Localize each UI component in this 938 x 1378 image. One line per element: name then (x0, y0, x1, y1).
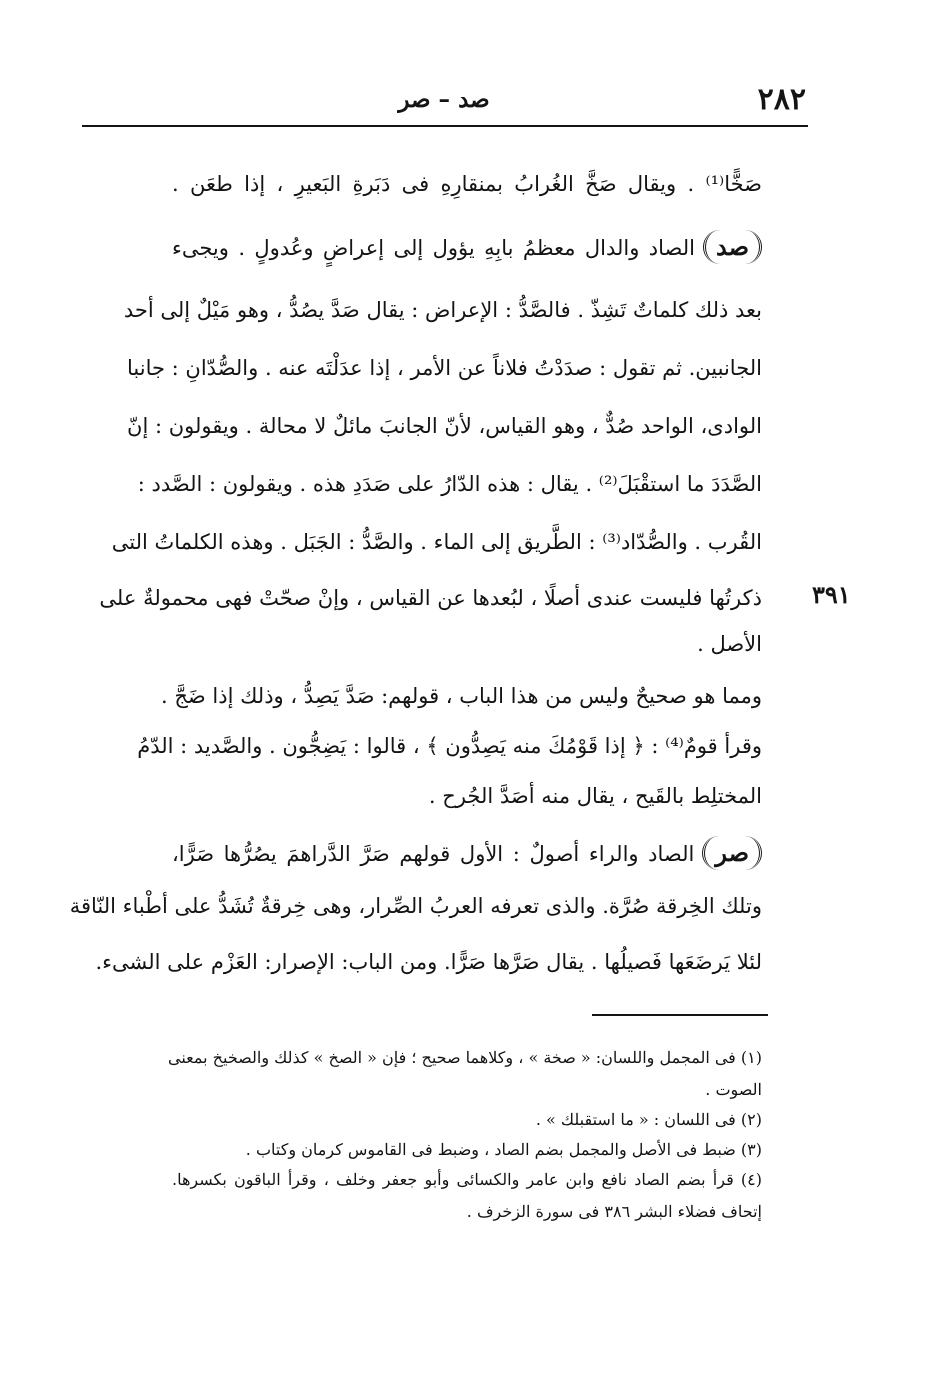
text-line-2: الصاد والدال معظمُ بابِهِ يؤول إلى إعراضٍ وعُدولٍ . ويجىء (172, 236, 696, 260)
footnote-3: (٣) ضبط فى الأصل والمجمل بضم الصاد ، وضبط فى القاموس كرمان وكتاب . (245, 1140, 762, 1159)
text-line-6: الصَّدَدَ ما استقْبَلَ⁽²⁾ . يقال : هذه الدّارُ على صَدَدِ هذه . ويقولون : الصَّدد : (137, 472, 762, 496)
header-rule (82, 125, 808, 127)
text-line-13: الصاد والراء أصولٌ : الأول قولهم صَرَّ الدَّراهمَ يصُرُّها صَرًّا، (172, 842, 695, 866)
text-line-9: الأصل . (697, 632, 762, 656)
entry-sad-line (172, 226, 762, 270)
text-line-8: ذكرتُها فليست عندى أصلًا ، لبُعدها عن القياس ، وإنْ صحّتْ فهى محمولةٌ على (99, 586, 762, 610)
entry-term-sad: صد (703, 230, 762, 264)
footnote-4-continued: إتحاف فضلاء البشر ٣٨٦ فى سورة الزخرف . (466, 1202, 762, 1221)
footnote-4: (٤) قرأ بضم الصاد نافع وابن عامر والكسائى وأبو جعفر وخلف ، وقرأ الباقون بكسرها. (172, 1170, 762, 1189)
text-line-14: وتلك الخِرقة صُرَّة. والذى تعرفه العربُ الصِّرار، وهى خِرقةٌ تُشَدُّ على أطْباء النّاقة (69, 894, 762, 918)
text-line-10: ومما هو صحيحٌ وليس من هذا الباب ، قولهم: صَدَّ يَصِدُّ ، وذلك إذا ضَجَّ . (161, 684, 762, 708)
text-line-1: صَخًّا⁽¹⁾ . ويقال صَخَّ الغُرابُ بمنقارِهِ فى دَبَرةِ البَعيرِ ، إذا طعَن . (172, 172, 762, 196)
page-number: ٢٨٢ (757, 82, 806, 117)
entry-term-sar: صر (702, 836, 762, 870)
text-line-7: القُرب . والصُّدّاد⁽³⁾ : الطَّريق إلى الماء . والصَّدُّ : الجَبَل . وهذه الكلماتُ التى (111, 530, 762, 554)
text-line-11: وقرأ قومٌ⁽⁴⁾ : ﴿ إذا قَوْمُكَ منه يَصِدُّون ﴾ ، قالوا : يَضِجُّون . والصَّديد : الدّمُ (137, 734, 762, 758)
page-header (82, 78, 806, 122)
text-line-15: لئلا يَرضَعَها فَصيلُها . يقال صَرَّها صَرًّا. ومن الباب: الإصرار: العَزْم على الشىء. (95, 950, 762, 974)
footnote-1: (١) فى المجمل واللسان: « صخة » ، وكلاهما صحيح ؛ فإن « الصخ » كذلك والصخيخ بمعنى (167, 1048, 762, 1067)
text-line-5: الوادى، الواحد صُدٌّ ، وهو القياس، لأنّ الجانبَ مائلٌ لا محالة . ويقولون : إنّ (127, 414, 762, 438)
text-line-12: المختلِط بالقَيح ، يقال منه أصَدَّ الجُرح . (428, 784, 762, 808)
footnote-rule (592, 1014, 768, 1016)
footnote-2: (٢) فى اللسان : « ما استقبلك » . (535, 1110, 762, 1129)
margin-page-number: ٣٩١ (812, 580, 851, 609)
entry-sar-line (172, 832, 762, 876)
footnote-1-continued: الصوت . (705, 1080, 762, 1099)
text-line-3: بعد ذلك كلماتٌ تَشِذّ . فالصَّدُّ : الإعراض : يقال صَدَّ يصُدُّ ، وهو مَيْلٌ إلى أحد (123, 298, 762, 322)
text-line-4: الجانبين. ثم تقول : صدَدْتُ فلاناً عن الأمر ، إذا عدَلْتَه عنه . والصُّدّانِ : جانبا (127, 356, 762, 380)
running-title: صد – صر (398, 86, 490, 113)
